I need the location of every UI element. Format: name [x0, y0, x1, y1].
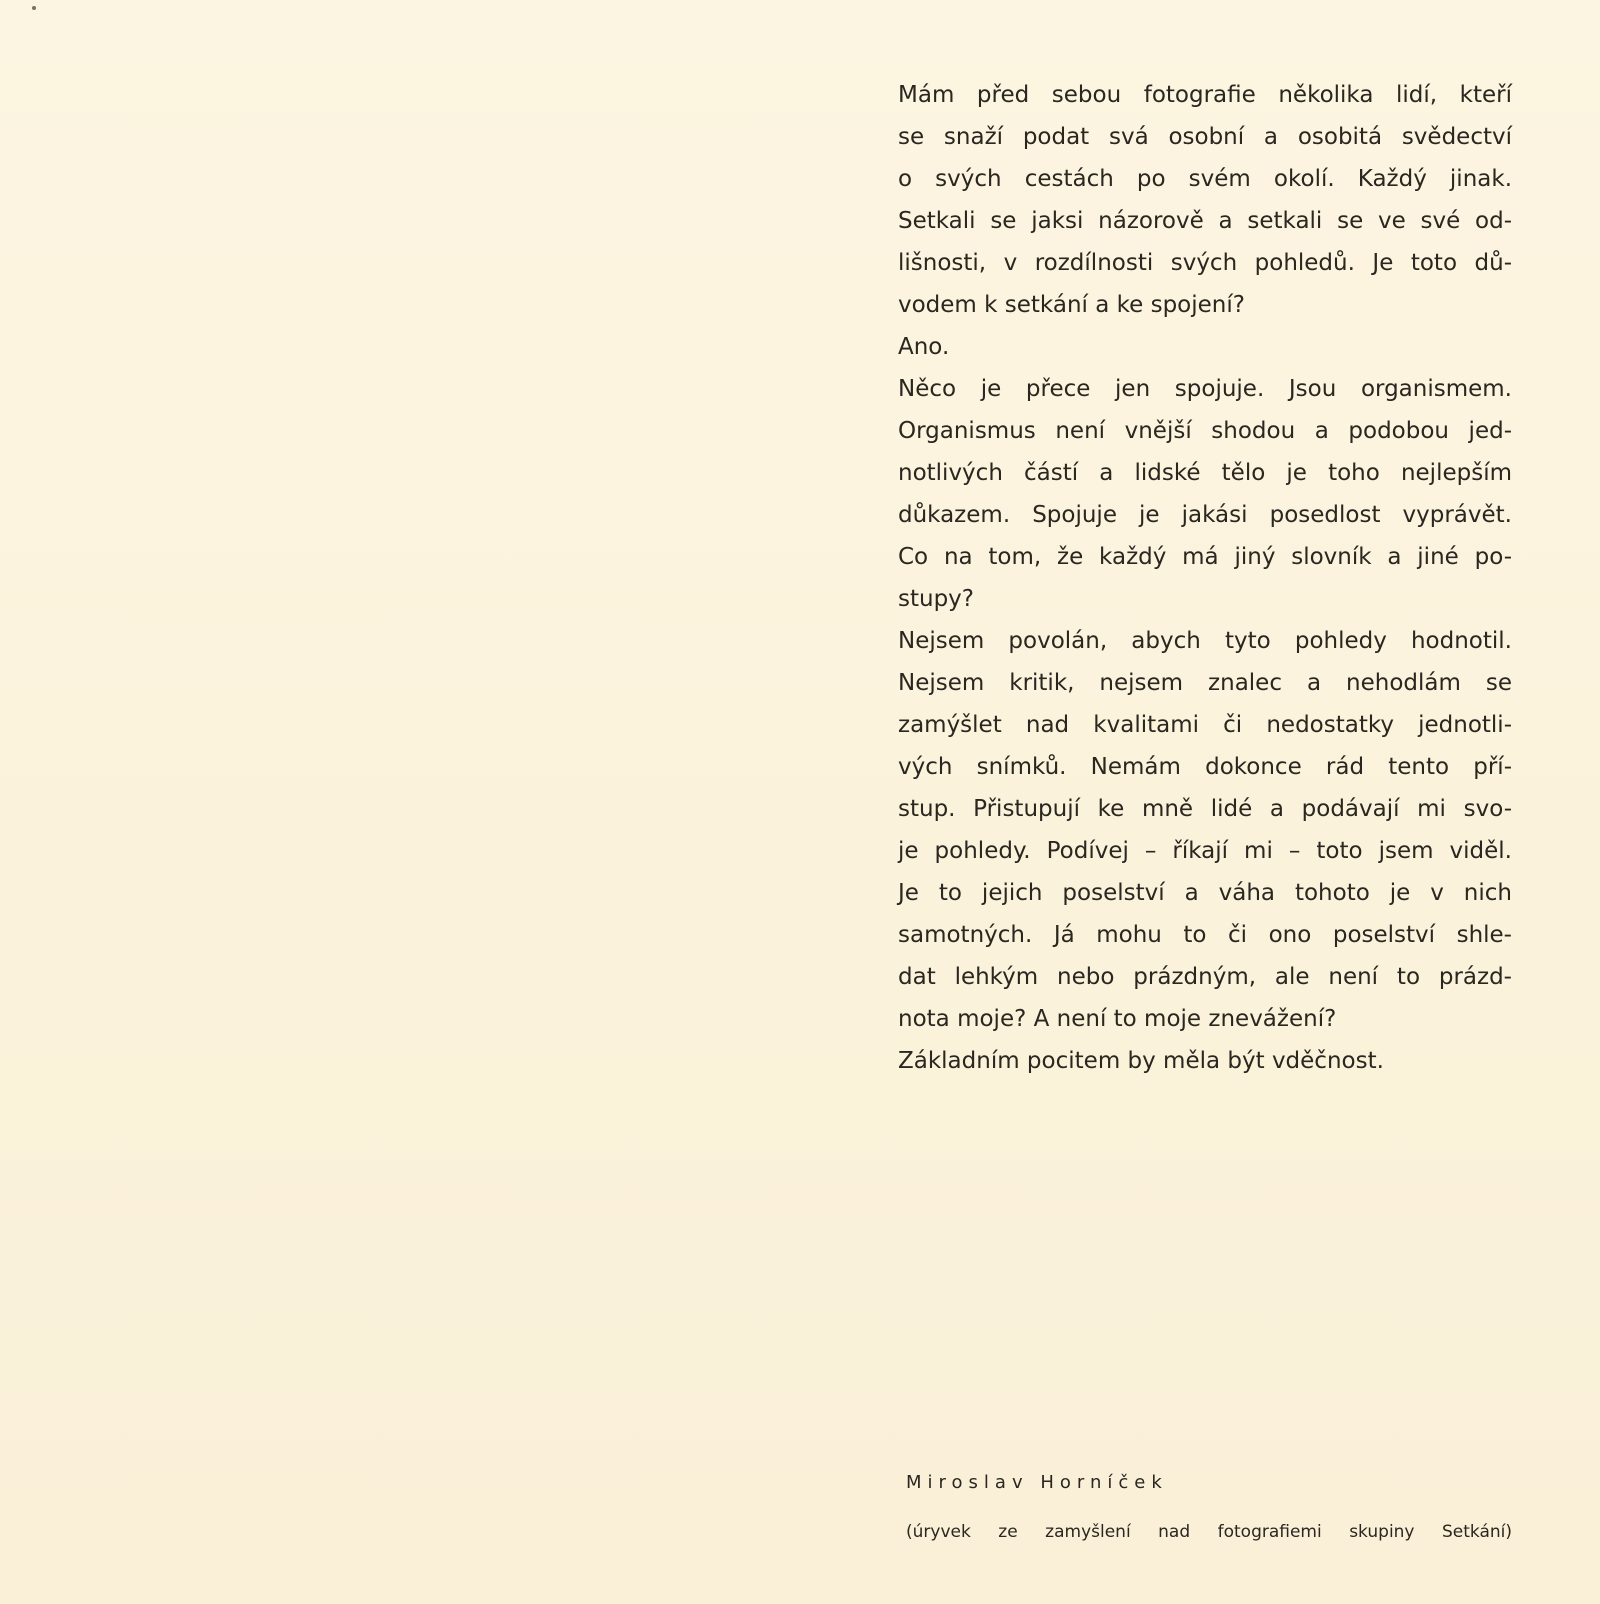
essay-line: Nejsem povolán, abych tyto pohledy hodnotil.: [898, 628, 1512, 654]
essay-line: Setkali se jaksi názorově a setkali se ve své od-: [898, 208, 1512, 234]
essay-line: Ano.: [898, 334, 950, 360]
essay-line: notlivých částí a lidské tělo je toho nejlepším: [898, 460, 1512, 486]
essay-line: vodem k setkání a ke spojení?: [898, 292, 1245, 318]
essay-line: Něco je přece jen spojuje. Jsou organismem.: [898, 376, 1512, 402]
essay-line: Základním pocitem by měla být vděčnost.: [898, 1048, 1384, 1074]
source-caption: (úryvek ze zamyšlení nad fotografiemi skupiny Setkání): [906, 1522, 1512, 1542]
essay-line: Je to jejich poselství a váha tohoto je v nich: [898, 880, 1512, 906]
essay-line: stup. Přistupují ke mně lidé a podávají mi svo-: [898, 796, 1512, 822]
essay-line: o svých cestách po svém okolí. Každý jinak.: [898, 166, 1512, 192]
essay-line: samotných. Já mohu to či ono poselství shle-: [898, 922, 1512, 948]
essay-line: vých snímků. Nemám dokonce rád tento pří-: [898, 754, 1512, 780]
essay-line: je pohledy. Podívej – říkají mi – toto jsem viděl.: [898, 838, 1512, 864]
essay-line: dat lehkým nebo prázdným, ale není to prázd-: [898, 964, 1512, 990]
essay-line: Nejsem kritik, nejsem znalec a nehodlám se: [898, 670, 1512, 696]
essay-line: stupy?: [898, 586, 974, 612]
essay-line: se snaží podat svá osobní a osobitá svědectví: [898, 124, 1512, 150]
essay-text: [898, 74, 1512, 1082]
paper-speck: [32, 6, 36, 10]
author-signature: Miroslav Horníček: [906, 1472, 1168, 1493]
essay-line: Co na tom, že každý má jiný slovník a jiné po-: [898, 544, 1512, 570]
essay-line: lišnosti, v rozdílnosti svých pohledů. Je toto dů-: [898, 250, 1512, 276]
essay-line: Mám před sebou fotografie několika lidí, kteří: [898, 82, 1512, 108]
essay-line: nota moje? A není to moje znevážení?: [898, 1006, 1337, 1032]
essay-line: Organismus není vnější shodou a podobou jed-: [898, 418, 1512, 444]
essay-line: důkazem. Spojuje je jakási posedlost vyprávět.: [898, 502, 1512, 528]
essay-line: zamýšlet nad kvalitami či nedostatky jednotli-: [898, 712, 1512, 738]
